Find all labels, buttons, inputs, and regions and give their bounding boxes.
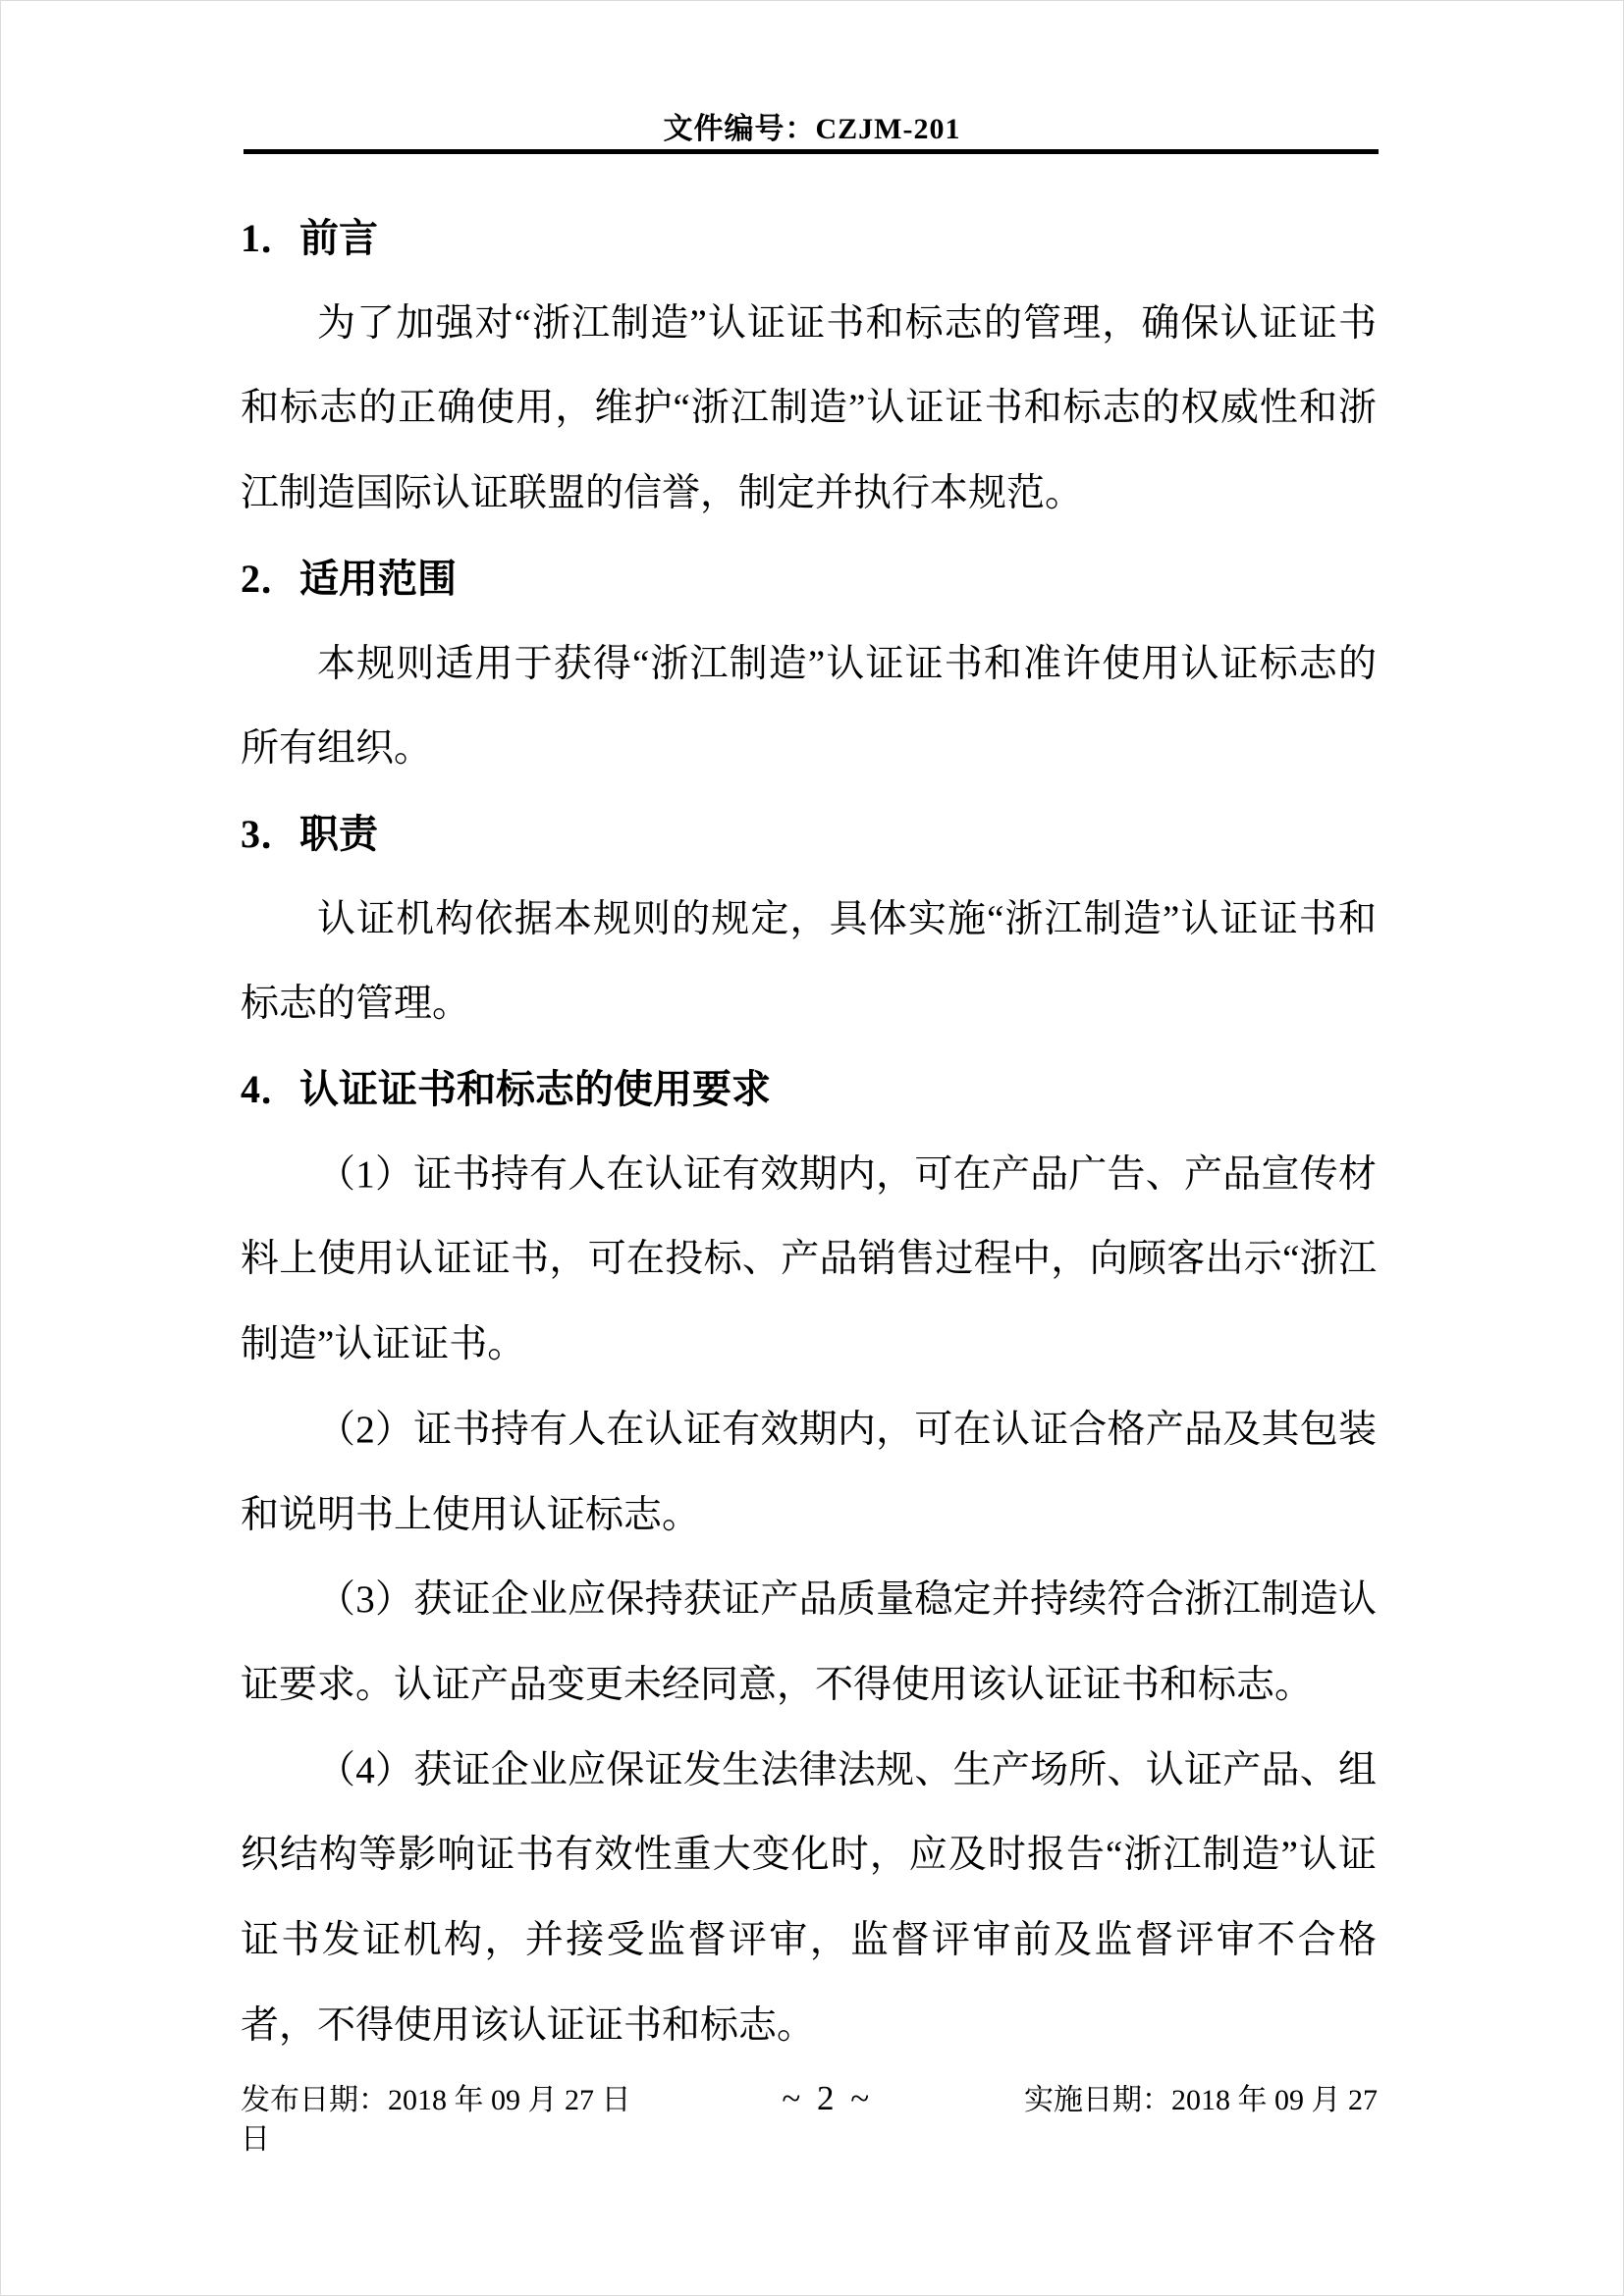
- footer-release-date: 发布日期：2018 年 09 月 27 日: [241, 2084, 631, 2116]
- section-paragraph: （1）证书持有人在认证有效期内，可在产品广告、产品宣传材料上使用认证证书，可在投标、产品销售过程中，向顾客出示“浙江制造”认证证书。: [241, 1152, 1377, 1366]
- section-heading: 1．前言: [241, 216, 378, 260]
- section-3: [241, 792, 1377, 1047]
- document-number: 文件编号：CZJM-201: [663, 113, 961, 145]
- footer-page-number: ~ 2 ~: [782, 2079, 874, 2117]
- section-heading: 4．认证证书和标志的使用要求: [241, 1067, 771, 1112]
- section-paragraph: （4）获证企业应保证发生法律法规、生产场所、认证产品、组织结构等影响证书有效性重大变化时，应及时报告“浙江制造”认证证书发证机构，并接受监督评审，监督评审前及监督评审不合格者，不得使用该认证证书和标志。: [241, 1748, 1377, 2047]
- footer-row: [241, 2079, 1378, 2120]
- footer-implement-date-wrap: 日: [241, 2123, 270, 2156]
- section-heading: 2．适用范围: [241, 556, 457, 601]
- section-paragraph: 本规则适用于获得“浙江制造”认证证书和准许使用认证标志的所有组织。: [241, 642, 1377, 771]
- section-paragraph: （3）获证企业应保持获证产品质量稳定并持续符合浙江制造认证要求。认证产品变更未经同意，不得使用该认证证书和标志。: [241, 1578, 1377, 1706]
- section-4: [241, 1047, 1377, 2068]
- section-paragraph: （2）证书持有人在认证有效期内，可在认证合格产品及其包装和说明书上使用认证标志。: [241, 1408, 1377, 1536]
- header-rule: [244, 149, 1379, 154]
- section-paragraph: 认证机构依据本规则的规定，具体实施“浙江制造”认证证书和标志的管理。: [241, 897, 1377, 1026]
- section-paragraph: 为了加强对“浙江制造”认证证书和标志的管理，确保认证证书和标志的正确使用，维护“浙江制造”认证证书和标志的权威性和浙江制造国际认证联盟的信誉，制定并执行本规范。: [241, 301, 1377, 515]
- footer-wrap-line: [241, 2120, 1378, 2160]
- footer-implement-date: 实施日期：2018 年 09 月 27: [1024, 2084, 1378, 2116]
- section-1: [241, 196, 1377, 537]
- section-heading: 3．职责: [241, 811, 378, 856]
- section-2: [241, 537, 1377, 792]
- document-body: [241, 196, 1377, 2068]
- page-footer: [241, 2079, 1378, 2160]
